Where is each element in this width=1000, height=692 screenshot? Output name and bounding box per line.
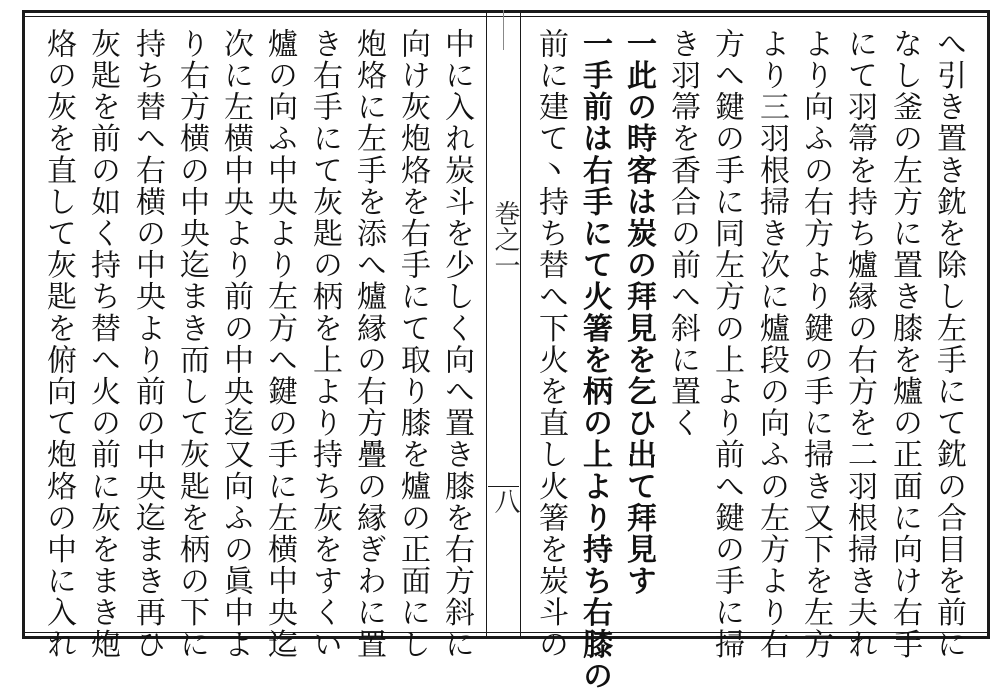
right-page-column-1: へ引き置き鈂を除し左手にて鈂の合目を前に — [931, 28, 966, 660]
right-page-column-8: 一此の時客は炭の拜見を乞ひ出て拜見す — [621, 28, 656, 597]
right-page-column-4: より向ふの右方より鍵の手に掃き又下を左方 — [798, 28, 833, 660]
left-page-column-4: き右手にて灰匙の柄を上より持ち灰をすくい — [307, 28, 342, 660]
top-border — [22, 10, 990, 13]
left-page-column-9: 灰匙を前の如く持ち替へ火の前に灰をまき炮 — [85, 28, 120, 660]
left-page-column-2: 向け灰炮烙を右手にて取り膝を爐の正面にし — [395, 28, 430, 660]
left-border — [22, 10, 25, 639]
gutter-line-left — [486, 10, 487, 639]
right-page-column-3: にて羽箒を持ち爐縁の右方を二羽根掃き夫れ — [842, 28, 877, 660]
right-page-column-5: より三羽根掃き次に爐段の向ふの左方より右 — [754, 28, 789, 660]
right-page-column-2: なし釜の左方に置き膝を爐の正面に向け右手 — [887, 28, 922, 660]
top-border-inner — [22, 16, 990, 17]
left-page-column-1: 中に入れ炭斗を少しく向へ置き膝を右方斜に — [439, 28, 474, 660]
right-border — [987, 10, 990, 639]
right-page-column-9: 一手前は右手にて火箸を柄の上より持ち右膝の — [577, 28, 612, 692]
left-page-column-5: 爐の向ふ中央より左方へ鍵の手に左横中央迄 — [262, 28, 297, 660]
left-page-column-8: 持ち替へ右横の中央より前の中央迄まき再ひ — [130, 28, 165, 660]
volume-title: 巻之一 — [490, 200, 520, 278]
left-page-column-3: 炮烙に左手を添へ爐縁の右方疊の縁ぎわに置 — [351, 28, 386, 660]
left-page-column-6: 次に左横中央より前の中央迄又向ふの眞中よ — [218, 28, 253, 660]
right-page-column-6: 方へ鍵の手に同左方の上より前へ鍵の手に掃 — [709, 28, 744, 660]
gutter-line-center — [503, 10, 504, 50]
right-page-column-10: 前に建て丶持ち替へ下火を直し火箸を炭斗の — [533, 28, 568, 660]
right-page-column-7: き羽箒を香合の前へ斜に置く — [665, 28, 700, 439]
page-number-rule — [488, 486, 519, 487]
gutter-line-right — [520, 10, 521, 639]
page-number: 八 — [490, 488, 520, 514]
left-page-column-10: 烙の灰を直して灰匙を俯向て炮烙の中に入れ — [41, 28, 76, 660]
left-page-column-7: り右方横の中央迄まき而して灰匙を柄の下に — [174, 28, 209, 660]
